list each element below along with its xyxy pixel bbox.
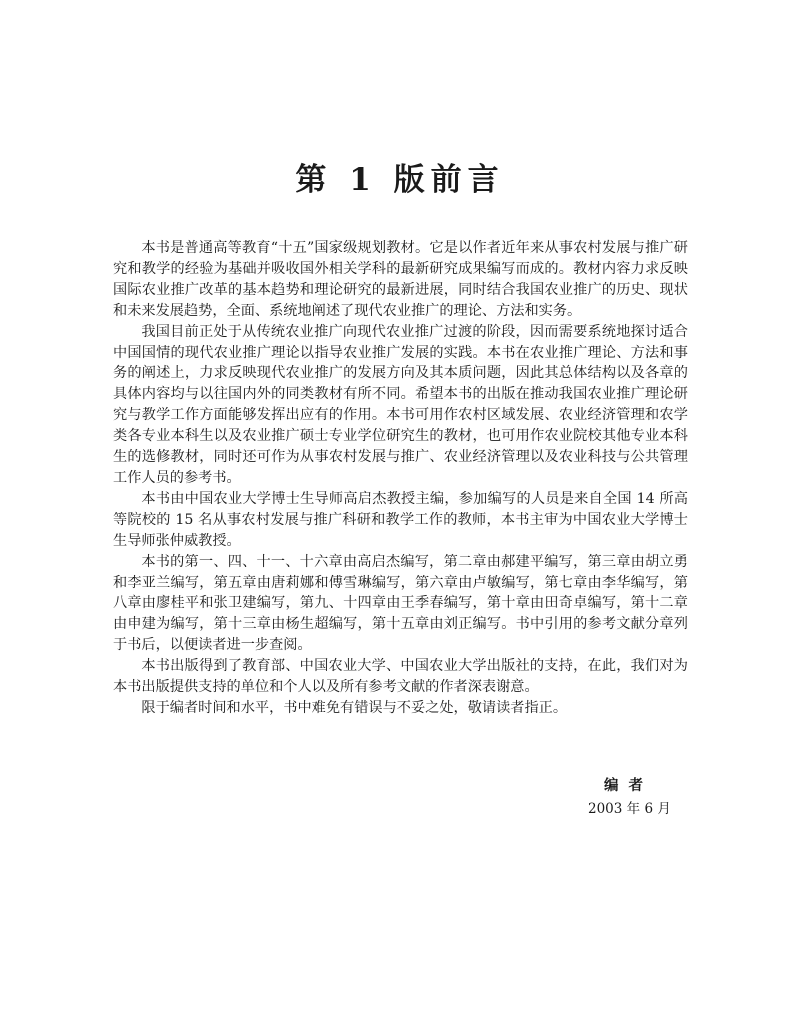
- paragraph-3: 本书由中国农业大学博士生导师高启杰教授主编，参加编写的人员是来自全国 14 所高等院校的 15 名从事农村发展与推广科研和教学工作的教师，本书主审为中国农业大学博士生导师张仲威教授。: [113, 490, 688, 549]
- page-title: 第 1 版前言: [295, 162, 505, 198]
- signature-date: 2003 年 6 月: [588, 801, 671, 817]
- signature-author: 编者: [604, 777, 653, 794]
- paragraph-6: 限于编者时间和水平，书中难免有错误与不妥之处，敬请读者指正。: [141, 699, 568, 716]
- preface-body: [113, 238, 688, 719]
- paragraph-1: 本书是普通高等教育“十五”国家级规划教材。它是以作者近年来从事农村发展与推广研究和教学的经验为基础并吸收国外相关学科的最新研究成果编写而成的。教材内容力求反映国际农业推广改革的基本趋势和理论研究的最新进展，同时结合我国农业推广的历史、现状和未来发展趋势，全面、系统地阐述了现代农业推广的理论、方法和实务。: [113, 240, 688, 319]
- paragraph-5: 本书出版得到了教育部、中国农业大学、中国农业大学出版社的支持，在此，我们对为本书出版提供支持的单位和个人以及所有参考文献的作者深表谢意。: [113, 658, 688, 696]
- paragraph-4: 本书的第一、四、十一、十六章由高启杰编写，第二章由郝建平编写，第三章由胡立勇和李亚兰编写，第五章由唐莉娜和傅雪琳编写，第六章由卢敏编写，第七章由李华编写，第八章由廖桂平和张卫建编写，第九、十四章由王季春编写，第十章由田奇卓编写，第十二章由申建为编写，第十三章由杨生超编写，第十五章由刘正编写。书中引用的参考文献分章列于书后，以便读者进一步查阅。: [113, 553, 688, 654]
- paragraph-2: 我国目前正处于从传统农业推广向现代农业推广过渡的阶段，因而需要系统地探讨适合中国国情的现代农业推广理论以指导农业推广发展的实践。本书在农业推广理论、方法和事务的阐述上，力求反映现代农业推广的发展方向及其本质问题，因此其总体结构以及各章的具体内容均与以往国内外的同类教材有所不同。希望本书的出版在推动我国农业推广理论研究与教学工作方面能够发挥出应有的作用。本书可用作农村区域发展、农业经济管理和农学类各专业本科生以及农业推广硕士专业学位研究生的教材，也可用作农业院校其他专业本科生的选修教材，同时还可作为从事农村发展与推广、农业经济管理以及农业科技与公共管理工作人员的参考书。: [113, 323, 688, 486]
